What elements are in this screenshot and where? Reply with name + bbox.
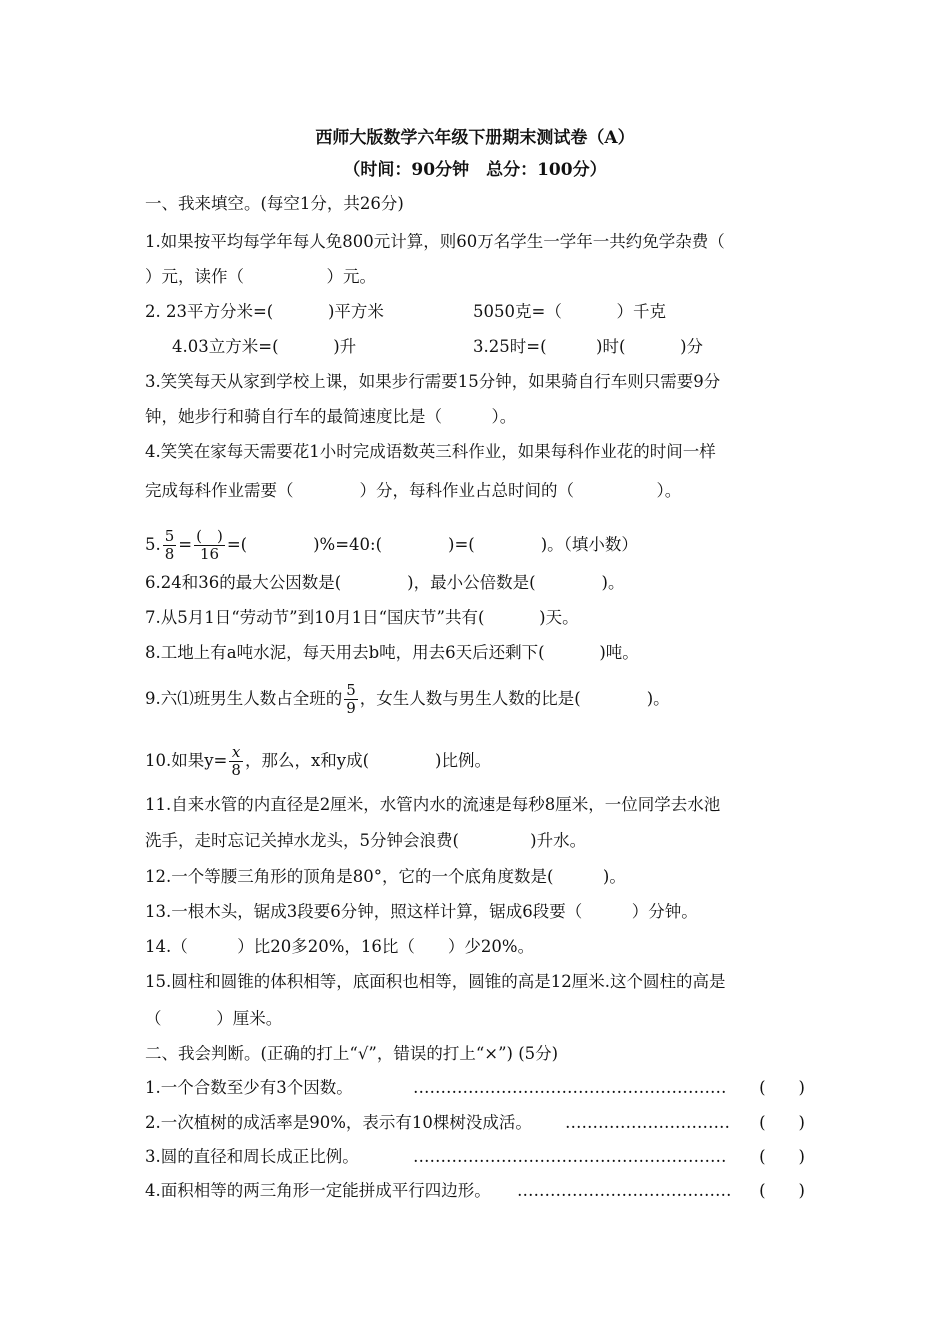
- dot-leader: …………………………………………………: [413, 1078, 727, 1097]
- question-4-line2: 完成每科作业需要（ ）分，每科作业占总时间的（ ）。: [145, 481, 682, 500]
- judge-item: [145, 1077, 805, 1099]
- question-5-fraction-2: [194, 528, 225, 563]
- answer-parentheses: ( ): [759, 1113, 805, 1132]
- dot-leader: …………………………: [565, 1113, 730, 1132]
- question-9-suffix: ，女生人数与男生人数的比是( )。: [359, 689, 670, 708]
- fraction-denominator: 8: [231, 761, 241, 779]
- fraction-numerator: 5: [164, 527, 175, 545]
- question-2-part-d: 3.25时=( )时( )分: [473, 337, 704, 356]
- fraction-denominator: 16: [194, 545, 225, 563]
- question-5-prefix: 5.: [145, 535, 161, 554]
- answer-parentheses: ( ): [759, 1181, 805, 1200]
- fraction-numerator: ( ): [196, 527, 223, 545]
- question-10-suffix: ，那么，x和y成( )比例。: [244, 751, 491, 770]
- section1-heading: 一、我来填空。(每空1分，共26分): [145, 194, 404, 213]
- question-5-fraction-1: [163, 528, 177, 563]
- fraction-numerator: x: [231, 743, 241, 761]
- question-10: [145, 741, 491, 781]
- question-7: 7.从5月1日“劳动节”到10月1日“国庆节”共有( )天。: [145, 608, 579, 627]
- question-2-part-c: 4.03立方米=( )升: [172, 337, 357, 356]
- page-subtitle: （时间：90分钟 总分：100分）: [343, 160, 607, 180]
- question-8: 8.工地上有a吨水泥，每天用去b吨，用去6天后还剩下( )吨。: [145, 643, 639, 662]
- question-9-fraction: [344, 682, 358, 717]
- dot-leader: …………………………………: [517, 1181, 732, 1200]
- question-14: 14.（ ）比20多20%，16比（ ）少20%。: [145, 937, 535, 956]
- question-1-line1: 1.如果按平均每学年每人免800元计算，则60万名学生一学年一共约免学杂费（: [145, 232, 725, 251]
- fraction-denominator: 9: [346, 699, 356, 717]
- question-1-line2: ）元，读作（ ）元。: [145, 267, 376, 286]
- judge-item-text: 2.一次植树的成活率是90%，表示有10棵树没成活。: [145, 1113, 532, 1132]
- question-15-line2: （ ）厘米。: [145, 1009, 283, 1028]
- judge-item-text: 4.面积相等的两三角形一定能拼成平行四边形。: [145, 1181, 491, 1200]
- question-3-line1: 3.笑笑每天从家到学校上课，如果步行需要15分钟，如果骑自行车则只需要9分: [145, 372, 721, 391]
- question-9-prefix: 9.六⑴班男生人数占全班的: [145, 689, 343, 708]
- question-10-fraction: [229, 744, 243, 779]
- fraction-numerator: 5: [346, 681, 356, 699]
- question-11-line2: 洗手，走时忘记关掉水龙头，5分钟会浪费( )升水。: [145, 831, 587, 850]
- question-13: 13.一根木头，锯成3段要6分钟，照这样计算，锯成6段要（ ）分钟。: [145, 902, 698, 921]
- question-9: [145, 679, 670, 719]
- section2-heading: 二、我会判断。(正确的打上“√”，错误的打上“×”) (5分): [145, 1044, 559, 1063]
- question-11-line1: 11.自来水管的内直径是2厘米，水管内水的流速是每秒8厘米，一位同学去水池: [145, 795, 721, 814]
- question-3-line2: 钟，她步行和骑自行车的最简速度比是（ ）。: [145, 407, 517, 426]
- question-12: 12.一个等腰三角形的顶角是80°，它的一个底角度数是( )。: [145, 867, 626, 886]
- question-5: [145, 525, 638, 565]
- judge-item-text: 1.一个合数至少有3个因数。: [145, 1078, 353, 1097]
- judge-item: [145, 1180, 805, 1202]
- question-10-prefix: 10.如果y=: [145, 751, 228, 770]
- answer-parentheses: ( ): [759, 1147, 805, 1166]
- answer-parentheses: ( ): [759, 1078, 805, 1097]
- judge-item: [145, 1146, 805, 1168]
- fraction-denominator: 8: [164, 545, 175, 563]
- question-2-part-b: 5050克=（ ）千克: [473, 302, 667, 321]
- question-4-line1: 4.笑笑在家每天需要花1小时完成语数英三科作业，如果每科作业花的时间一样: [145, 442, 716, 461]
- question-15-line1: 15.圆柱和圆锥的体积相等，底面积也相等，圆锥的高是12厘米.这个圆柱的高是: [145, 972, 726, 991]
- question-6: 6.24和36的最大公因数是( )，最小公倍数是( )。: [145, 573, 625, 592]
- judge-item-text: 3.圆的直径和周长成正比例。: [145, 1147, 359, 1166]
- page-title: 西师大版数学六年级下册期末测试卷（A）: [315, 128, 635, 148]
- dot-leader: …………………………………………………: [413, 1147, 727, 1166]
- question-2-part-a: 2. 23平方分米=( )平方米: [145, 302, 384, 321]
- question-5-suffix: =( )%=40:( )=( )。（填小数）: [226, 535, 638, 554]
- question-5-equals: =: [178, 535, 193, 554]
- judge-item: [145, 1112, 805, 1134]
